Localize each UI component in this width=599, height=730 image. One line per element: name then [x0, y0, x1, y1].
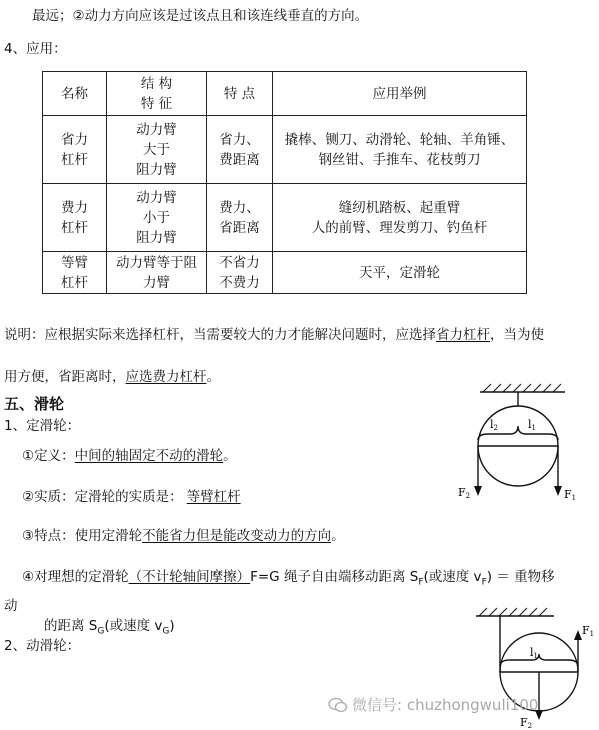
note-underline-1: 省力杠杆 — [436, 327, 490, 343]
row-feature: 不省力 不费力 — [219, 254, 260, 291]
row-examples: 撬棒、铡刀、动滑轮、轮轴、羊角锤、 钢丝钳、手推车、花枝剪刀 — [284, 131, 515, 168]
definition-end: 。 — [223, 448, 237, 464]
header-name: 名称 — [43, 72, 107, 116]
intro-line: 最远；②动力方向应该是过该点且和该连线垂直的方向。 — [32, 8, 369, 24]
ideal-wrap: 动 — [4, 598, 18, 614]
ideal-mid: (或速度 v — [423, 569, 482, 585]
ceiling-hatch — [479, 608, 547, 616]
note-text: ，当为使 — [490, 327, 544, 343]
ideal-line2-text: (或速度 v — [104, 618, 163, 634]
header-examples: 应用举例 — [273, 72, 527, 116]
table-row — [43, 116, 527, 184]
definition-line — [22, 444, 237, 464]
ideal-line — [22, 565, 555, 588]
feature-end: 。 — [331, 528, 345, 544]
feature-label: ③特点：使用定滑轮 — [22, 528, 143, 544]
label-f2: F2 — [458, 486, 471, 500]
table-row — [43, 252, 527, 294]
wechat-icon — [328, 697, 348, 713]
row-structure: 动力臂等于阻 力臂 — [116, 254, 197, 291]
essence-line — [22, 485, 241, 505]
movable-pulley-heading: 2、动滑轮： — [4, 638, 81, 654]
section-title: 五、滑轮 — [4, 395, 65, 413]
note-line-1 — [4, 323, 544, 343]
ideal-line2-text: ) — [169, 618, 175, 634]
fixed-pulley-heading: 1、定滑轮： — [4, 418, 81, 434]
note-line-2 — [4, 365, 220, 385]
ideal-label: ④对理想的定滑轮 — [22, 569, 129, 585]
arrow-f1 — [574, 630, 582, 640]
label-f1: F1 — [582, 624, 595, 638]
ideal-paren: （不计轮轴间摩擦） — [128, 569, 251, 585]
ideal-line2-text: 的距离 S — [44, 618, 98, 634]
row-name: 等臂 杠杆 — [61, 254, 88, 291]
arrow-f2 — [474, 486, 482, 496]
ideal-sub: G — [97, 626, 105, 637]
definition-text: 中间的轴固定不动的滑轮 — [74, 448, 224, 464]
row-feature: 省力、 费距离 — [219, 131, 260, 168]
header-feature: 特 点 — [207, 72, 273, 116]
watermark-text: 微信号: chuzhongwuli100 — [352, 696, 539, 714]
note-text: 。 — [206, 369, 220, 385]
essence-text: 等臂杠杆 — [186, 489, 241, 505]
ideal-sub: F — [418, 577, 424, 588]
row-structure: 动力臂 小于 阻力臂 — [136, 189, 177, 246]
ceiling-hatch — [483, 384, 561, 392]
ideal-sub: F — [481, 577, 487, 588]
row-examples: 天平，定滑轮 — [359, 264, 440, 281]
ideal-sub: G — [162, 626, 170, 637]
note-underline-2: 应选费力杠杆 — [125, 369, 207, 385]
application-heading: 4、应用： — [4, 41, 67, 57]
arrow-f1 — [554, 486, 562, 496]
note-text: 用方便，省距离时， — [4, 369, 126, 385]
label-l2: l2 — [490, 418, 498, 432]
ideal-after: ) ＝ 重物移 — [486, 569, 555, 585]
ideal-text: F=G 绳子自由端移动距离 S — [250, 569, 419, 585]
table-row — [43, 184, 527, 252]
label-f2: F2 — [520, 716, 533, 730]
essence-label: ②实质：定滑轮的实质是： — [22, 489, 183, 505]
row-structure: 动力臂 大于 阻力臂 — [136, 121, 177, 178]
label-l1: l1 — [530, 646, 538, 660]
table-header-row — [43, 72, 527, 116]
header-structure: 结 构 特 征 — [107, 72, 207, 116]
row-name: 费力 杠杆 — [61, 199, 88, 236]
watermark — [328, 694, 538, 715]
arm-brace — [500, 654, 578, 666]
feature-line — [22, 524, 345, 544]
label-l1: l1 — [528, 418, 536, 432]
lever-table — [42, 71, 527, 294]
row-examples: 缝纫机踏板、起重臂 人的前臂、理发剪刀、钓鱼杆 — [311, 199, 488, 236]
row-name: 省力 杠杆 — [61, 131, 88, 168]
definition-label: ①定义： — [22, 448, 75, 464]
fixed-pulley-diagram — [450, 378, 590, 508]
note-text: 说明：应根据实际来选择杠杆，当需要较大的力才能解决问题时，应选择 — [4, 327, 436, 343]
row-feature: 费力、 省距离 — [219, 199, 260, 236]
feature-text: 不能省力但是能改变动力的方向 — [142, 528, 332, 544]
label-f1: F1 — [564, 488, 577, 502]
